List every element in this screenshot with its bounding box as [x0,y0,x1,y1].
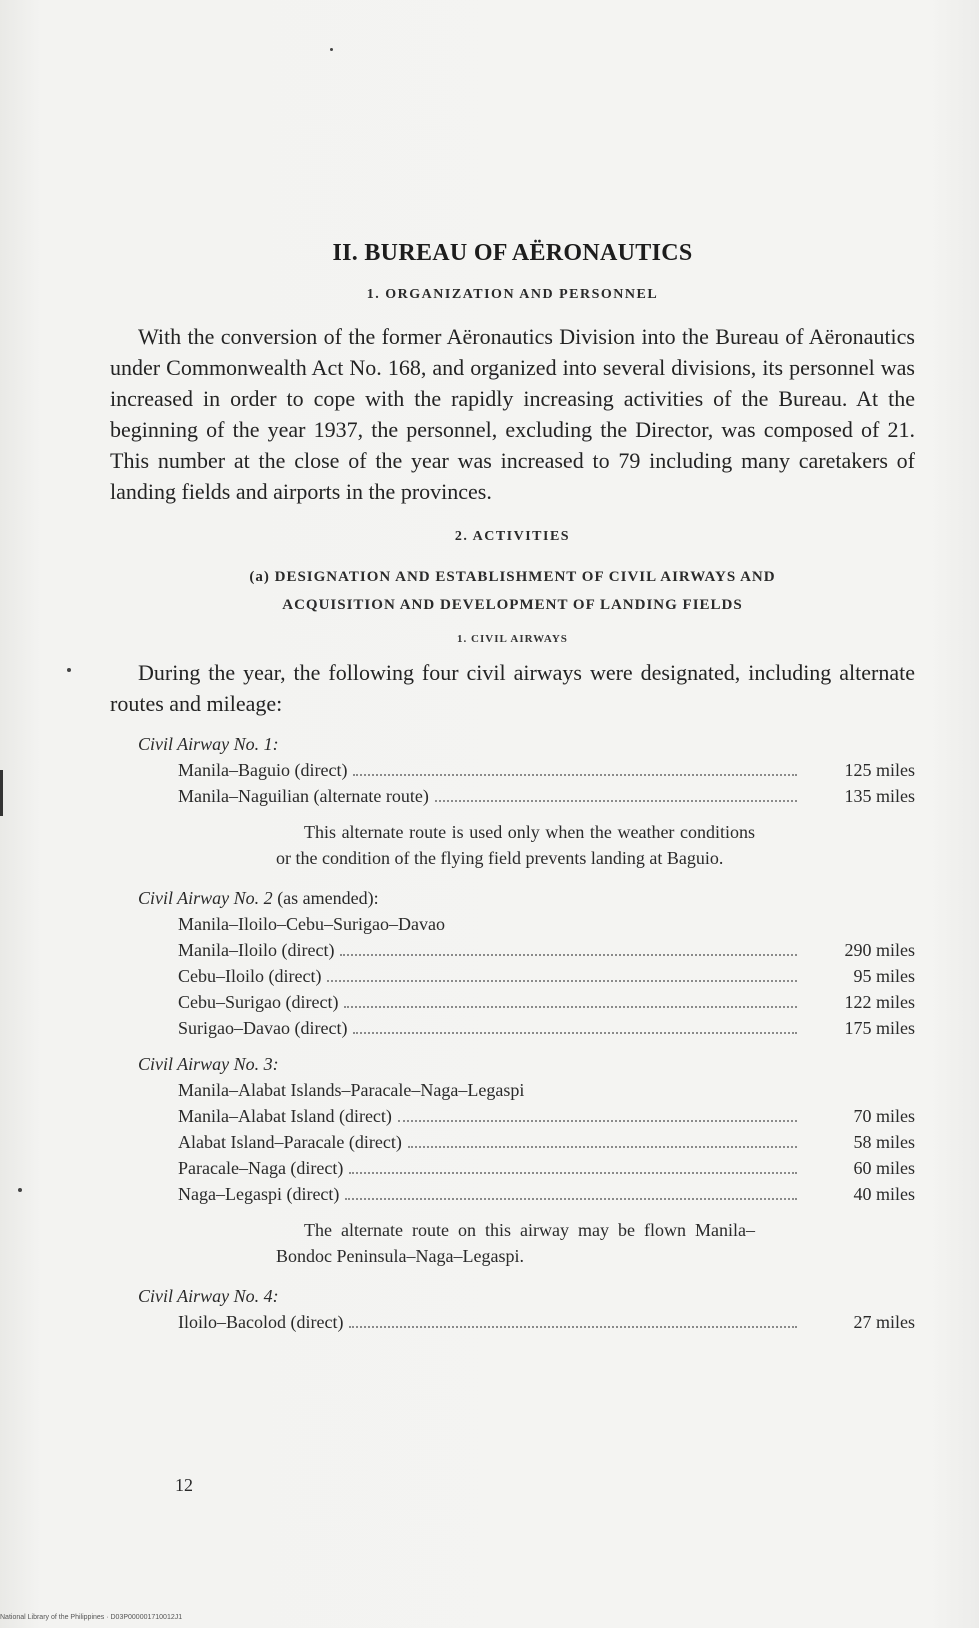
airway-label: Civil Airway No. 3: [138,1054,279,1074]
route-distance: 122 miles [844,992,915,1012]
page-number: 12 [175,1475,193,1495]
route-name: Surigao–Davao (direct) [178,1018,348,1038]
route-distance: 60 miles [853,1158,915,1178]
subsection-heading-a-line1: (a) DESIGNATION AND ESTABLISHMENT OF CIVIL AIRWAYS AND [249,569,776,585]
paragraph-airways-intro: During the year, the following four civil airways were designated, including alternate routes and mileage: [110,660,915,716]
scan-edge-mark [0,770,3,816]
airway-label-text: Civil Airway No. 2 [138,888,273,908]
route-row [178,1129,915,1155]
route-name: Naga–Legaspi (direct) [178,1184,340,1204]
leader-dots [349,1326,797,1328]
route-distance: 27 miles [853,1312,915,1332]
paragraph-organization: With the conversion of the former Aëronautics Division into the Bureau of Aëronautics under Commonwealth Act No. 168, and organized into several divisions, its personnel was increased in order to cope with the rapidly increasing activities of the Bureau. At the beginning of the year 1937, the personnel, excluding the Director, was composed of 21. This number at the close of the year was increased to 79 including many caretakers of landing fields and airports in the provinces. [110,324,915,504]
airway-note: The alternate route on this airway may be flown Manila–Bondoc Peninsula–Naga–Legaspi. [276,1220,755,1266]
route-row [178,1103,915,1129]
route-distance: 95 miles [853,966,915,986]
route-distance: 40 miles [853,1184,915,1204]
route-name: Paracale–Naga (direct) [178,1158,344,1178]
scan-speck [330,48,333,51]
leader-dots [345,1198,797,1200]
airway-label-suffix: (as amended): [272,888,379,908]
scan-speck [18,1188,22,1192]
subsection-heading-a-line2: ACQUISITION AND DEVELOPMENT OF LANDING FIELDS [282,597,743,613]
route-distance: 70 miles [853,1106,915,1126]
route-row [178,937,915,963]
route-name: Alabat Island–Paracale (direct) [178,1132,402,1152]
archive-footer: National Library of the Philippines · D03P000001710012J1 [0,1614,183,1621]
scan-speck [67,668,71,672]
route-row [178,1155,915,1181]
route-name: Manila–Naguilian (alternate route) [178,786,429,806]
airway-route-header: Manila–Iloilo–Cebu–Surigao–Davao [178,914,445,934]
route-row [178,1181,915,1207]
route-row [178,757,915,783]
page-content [110,240,915,1345]
civil-airway-3 [138,1051,915,1269]
route-distance: 175 miles [844,1018,915,1038]
route-name: Manila–Baguio (direct) [178,760,348,780]
leader-dots [327,980,797,982]
route-name: Manila–Alabat Island (direct) [178,1106,392,1126]
airway-label [138,885,915,911]
leader-dots [344,1006,797,1008]
route-row [178,963,915,989]
route-name: Manila–Iloilo (direct) [178,940,335,960]
section-heading-organization: 1. ORGANIZATION AND PERSONNEL [366,287,659,302]
leader-dots [353,774,797,776]
civil-airway-1 [138,731,915,871]
route-distance: 125 miles [844,760,915,780]
route-distance: 135 miles [844,786,915,806]
route-row [178,989,915,1015]
civil-airway-4 [138,1283,915,1335]
leader-dots [408,1146,797,1148]
airway-route-header: Manila–Alabat Islands–Paracale–Naga–Legaspi [178,1080,525,1100]
route-distance: 58 miles [853,1132,915,1152]
leader-dots [435,800,797,802]
page-title: II. BUREAU OF AËRONAUTICS [332,240,693,266]
route-row [178,1015,915,1041]
leader-dots [353,1032,797,1034]
airway-label: Civil Airway No. 4: [138,1286,279,1306]
civil-airway-2 [138,885,915,1041]
section-heading-activities: 2. ACTIVITIES [454,529,571,544]
leader-dots [340,954,797,956]
route-name: Iloilo–Bacolod (direct) [178,1312,344,1332]
subsection-heading-a [110,563,915,619]
route-distance: 290 miles [844,940,915,960]
route-name: Cebu–Surigao (direct) [178,992,339,1012]
leader-dots [398,1120,797,1122]
civil-airways-heading: 1. CIVIL AIRWAYS [457,633,568,645]
route-name: Cebu–Iloilo (direct) [178,966,322,986]
airway-note: This alternate route is used only when the weather conditions or the condition of the flying field prevents landing at Baguio. [276,822,755,868]
route-row [178,783,915,809]
leader-dots [349,1172,797,1174]
route-row [178,1309,915,1335]
airway-label: Civil Airway No. 1: [138,734,279,754]
